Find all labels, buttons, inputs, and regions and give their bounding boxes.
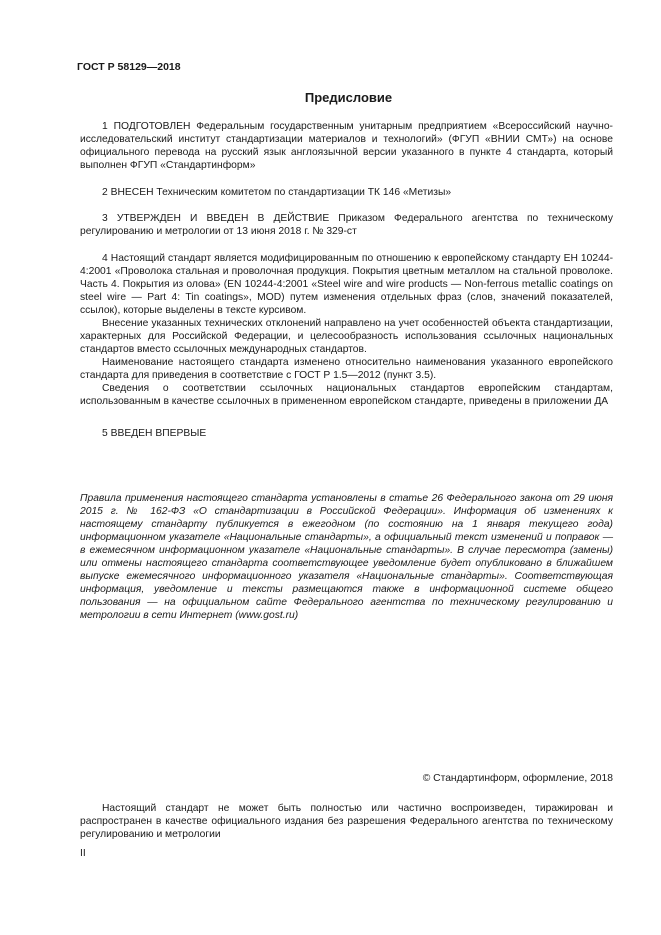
paragraph-application-rules: Правила применения настоящего стандарта установлены в статье 26 Федерального закона от 29 июня 2015 г. № 162-ФЗ «О стандартизации в Российской Федерации». Информация об изменениях к настоящему стандарту публикуется в ежегодном (по состоянию на 1 января текущего года) информационном указателе «Национальные стандарты», а официальный текст изменений и поправок — в ежемесячном информационном указателе «Национальные стандарты». В случае пересмотра (замены) или отмены настоящего стандарта соответствующее уведомление будет опубликовано в ближайшем выпуске ежемесячного информационного указателя «Национальные стандарты». Соответствующая информация, уведомление и тексты размещаются также в информационной системе общего пользования — на официальном сайте Федерального агентства по техническому регулированию и метрологии в сети Интернет (www.gost.ru) [80, 493, 613, 621]
paragraph-prepared: 1 ПОДГОТОВЛЕН Федеральным государственным унитарным предприятием «Всероссийский научно-исследовательский институт стандартизации материалов и технологий» (ФГУП «ВНИИ СМТ») на основе официального перевода на русский язык англоязычной версии указанного в пункте 4 стандарта, который выполнен ФГУП «Стандартинформ» [80, 121, 613, 171]
page-title: Предисловие [304, 90, 393, 105]
paragraph-references: Сведения о соответствии ссылочных национальных стандартов европейским стандартам, использованным в качестве ссылочных в примененном европейском стандарте, приведены в приложении ДА [80, 383, 613, 407]
reproduction-notice: Настоящий стандарт не может быть полностью или частично воспроизведен, тиражирован и распространен в качестве официального издания без разрешения Федерального агентства по техническому регулированию и метрологии [80, 803, 613, 840]
page-number: II [80, 848, 86, 859]
paragraph-approved: 3 УТВЕРЖДЕН И ВВЕДЕН В ДЕЙСТВИЕ Приказом Федерального агентства по техническому регулированию и метрологии от 13 июня 2018 г. № 329-ст [80, 213, 613, 237]
copyright-line: © Стандартинформ, оформление, 2018 [422, 773, 613, 784]
paragraph-modified: 4 Настоящий стандарт является модифицированным по отношению к европейскому стандарту ЕН 10244-4:2001 «Проволока стальная и проволочная продукция. Покрытия цветным металлом на стальной проволоке. Часть 4. Покрытия из олова» (EN 10244-4:2001 «Steel wire and wire products — Non-ferrous metallic coatings on steel wire — Part 4: Tin coatings», MOD) путем изменения отдельных фраз (слов, значений показателей, ссылок), которые выделены в тексте курсивом. [80, 253, 613, 316]
document-code: ГОСТ Р 58129—2018 [77, 61, 181, 73]
paragraph-introduced: 2 ВНЕСЕН Техническим комитетом по стандартизации ТК 146 «Метизы» [102, 187, 452, 198]
paragraph-deviations: Внесение указанных технических отклонений направлено на учет особенностей объекта стандартизации, характерных для Российской Федерации, и целесообразность использования ссылочных национальных стандартов вместо ссылочных международных стандартов. [80, 318, 613, 355]
paragraph-name-change: Наименование настоящего стандарта изменено относительно наименования указанного европейского стандарта для приведения в соответствие с ГОСТ Р 1.5—2012 (пункт 3.5). [80, 357, 613, 381]
paragraph-first-introduced: 5 ВВЕДЕН ВПЕРВЫЕ [102, 428, 207, 439]
